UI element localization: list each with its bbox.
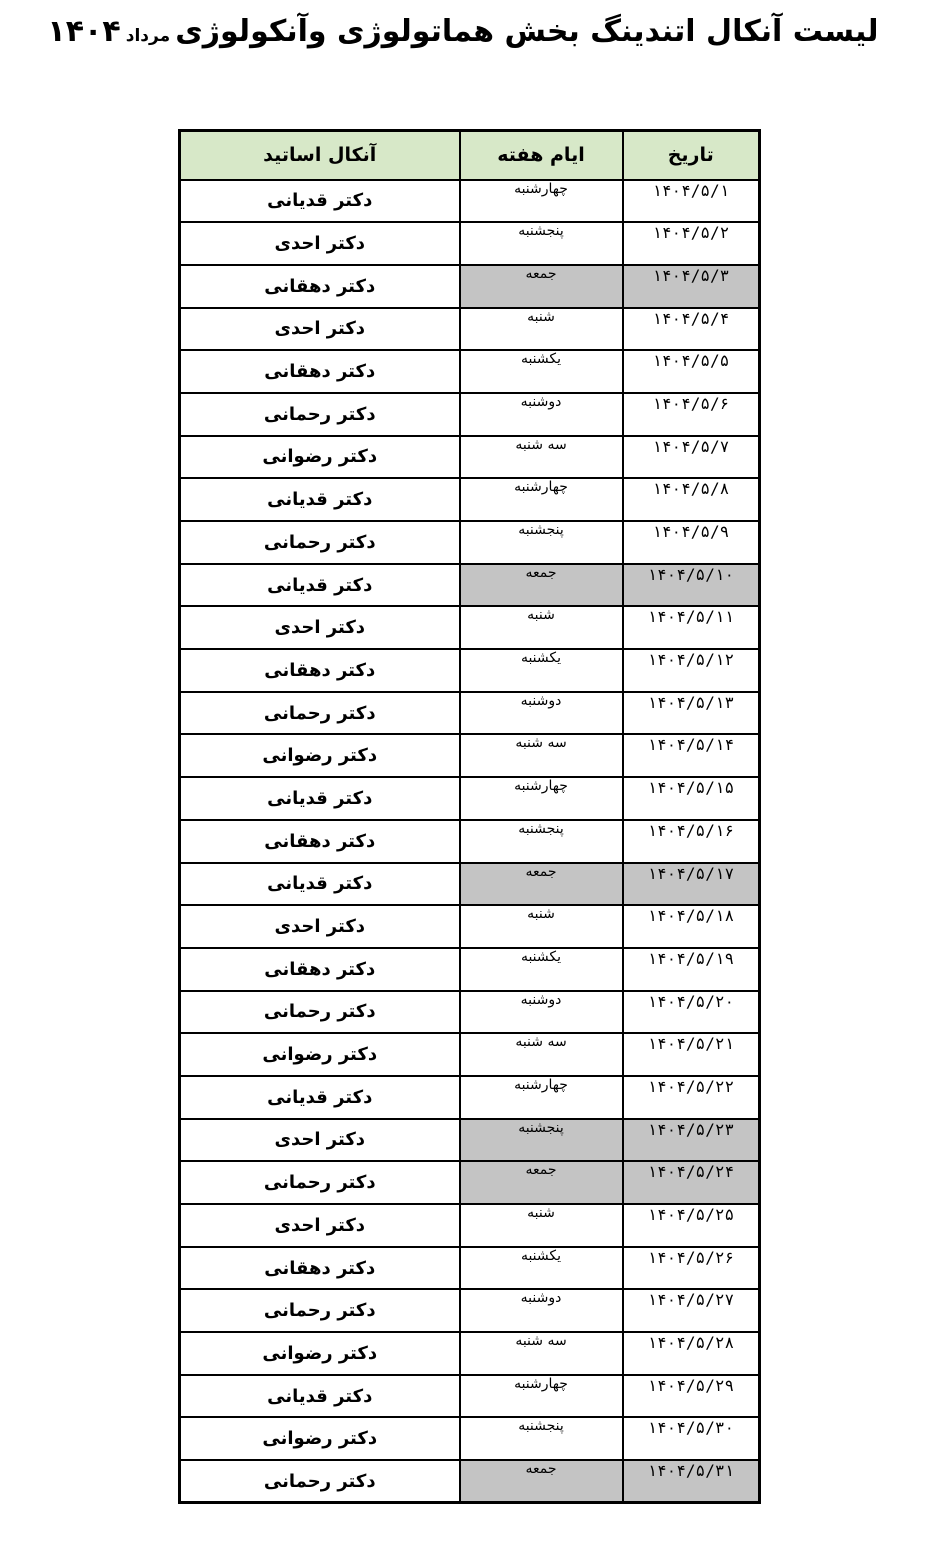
table-row [180, 436, 760, 479]
table-row [180, 692, 760, 735]
weekday-cell: شنبه [460, 606, 623, 649]
oncall-name-cell: دکتر دهقانی [180, 265, 460, 308]
oncall-name-cell: دکتر قدیانی [180, 564, 460, 607]
table-row [180, 948, 760, 991]
table-row [180, 863, 760, 906]
date-cell: ۱۴۰۴/۵/۲۲ [623, 1076, 760, 1119]
table-row [180, 734, 760, 777]
oncall-name-cell: دکتر رحمانی [180, 1289, 460, 1332]
oncall-name-cell: دکتر احدی [180, 905, 460, 948]
oncall-name-cell: دکتر رحمانی [180, 1161, 460, 1204]
table-row [180, 777, 760, 820]
table-row [180, 606, 760, 649]
weekday-cell: جمعه [460, 863, 623, 906]
table-row [180, 1161, 760, 1204]
table-row [180, 222, 760, 265]
weekday-cell: سه شنبه [460, 1033, 623, 1076]
table-row [180, 1289, 760, 1332]
oncall-name-cell: دکتر رضوانی [180, 1332, 460, 1375]
oncall-name-cell: دکتر دهقانی [180, 1247, 460, 1290]
date-cell: ۱۴۰۴/۵/۳ [623, 265, 760, 308]
weekday-cell: یکشنبه [460, 350, 623, 393]
title-year: ۱۴۰۴ [47, 14, 121, 49]
weekday-cell: چهارشنبه [460, 1076, 623, 1119]
header-day: ایام هفته [460, 131, 623, 180]
oncall-name-cell: دکتر قدیانی [180, 1375, 460, 1418]
table-row [180, 350, 760, 393]
oncall-name-cell: دکتر رحمانی [180, 991, 460, 1034]
table-row [180, 820, 760, 863]
date-cell: ۱۴۰۴/۵/۲۹ [623, 1375, 760, 1418]
oncall-name-cell: دکتر دهقانی [180, 948, 460, 991]
table-header [180, 131, 760, 180]
oncall-name-cell: دکتر رضوانی [180, 436, 460, 479]
weekday-cell: پنجشنبه [460, 820, 623, 863]
date-cell: ۱۴۰۴/۵/۲۶ [623, 1247, 760, 1290]
oncall-name-cell: دکتر قدیانی [180, 777, 460, 820]
date-cell: ۱۴۰۴/۵/۲۵ [623, 1204, 760, 1247]
table-row [180, 478, 760, 521]
date-cell: ۱۴۰۴/۵/۱۸ [623, 905, 760, 948]
table-row [180, 564, 760, 607]
date-cell: ۱۴۰۴/۵/۲ [623, 222, 760, 265]
oncall-name-cell: دکتر احدی [180, 606, 460, 649]
date-cell: ۱۴۰۴/۵/۲۰ [623, 991, 760, 1034]
weekday-cell: جمعه [460, 1460, 623, 1503]
oncall-name-cell: دکتر احدی [180, 1204, 460, 1247]
oncall-name-cell: دکتر رحمانی [180, 393, 460, 436]
date-cell: ۱۴۰۴/۵/۲۳ [623, 1119, 760, 1162]
table-row [180, 1332, 760, 1375]
date-cell: ۱۴۰۴/۵/۲۴ [623, 1161, 760, 1204]
weekday-cell: دوشنبه [460, 393, 623, 436]
table-row [180, 180, 760, 223]
weekday-cell: دوشنبه [460, 692, 623, 735]
weekday-cell: پنجشنبه [460, 521, 623, 564]
table-row [180, 1417, 760, 1460]
weekday-cell: شنبه [460, 308, 623, 351]
oncall-name-cell: دکتر رحمانی [180, 692, 460, 735]
date-cell: ۱۴۰۴/۵/۱۱ [623, 606, 760, 649]
oncall-name-cell: دکتر دهقانی [180, 350, 460, 393]
weekday-cell: پنجشنبه [460, 1417, 623, 1460]
table-row [180, 1076, 760, 1119]
title-main: لیست آنکال اتندینگ بخش هماتولوژی وآنکولوژی [175, 14, 879, 49]
table-row [180, 1033, 760, 1076]
table-row [180, 1460, 760, 1503]
oncall-name-cell: دکتر قدیانی [180, 1076, 460, 1119]
table-row [180, 905, 760, 948]
oncall-name-cell: دکتر قدیانی [180, 478, 460, 521]
date-cell: ۱۴۰۴/۵/۸ [623, 478, 760, 521]
oncall-name-cell: دکتر دهقانی [180, 820, 460, 863]
date-cell: ۱۴۰۴/۵/۶ [623, 393, 760, 436]
table-row [180, 1204, 760, 1247]
oncall-name-cell: دکتر رضوانی [180, 1417, 460, 1460]
table-row [180, 991, 760, 1034]
date-cell: ۱۴۰۴/۵/۳۱ [623, 1460, 760, 1503]
weekday-cell: جمعه [460, 1161, 623, 1204]
oncall-name-cell: دکتر رحمانی [180, 1460, 460, 1503]
weekday-cell: سه شنبه [460, 734, 623, 777]
table-row [180, 1119, 760, 1162]
table-row [180, 521, 760, 564]
oncall-name-cell: دکتر قدیانی [180, 180, 460, 223]
table-row [180, 308, 760, 351]
oncall-name-cell: دکتر احدی [180, 1119, 460, 1162]
weekday-cell: یکشنبه [460, 1247, 623, 1290]
weekday-cell: شنبه [460, 905, 623, 948]
oncall-name-cell: دکتر احدی [180, 222, 460, 265]
table-row [180, 393, 760, 436]
header-name: آنکال اساتید [180, 131, 460, 180]
date-cell: ۱۴۰۴/۵/۱ [623, 180, 760, 223]
oncall-name-cell: دکتر قدیانی [180, 863, 460, 906]
date-cell: ۱۴۰۴/۵/۱۶ [623, 820, 760, 863]
date-cell: ۱۴۰۴/۵/۴ [623, 308, 760, 351]
table-row [180, 1375, 760, 1418]
date-cell: ۱۴۰۴/۵/۲۷ [623, 1289, 760, 1332]
table-row [180, 265, 760, 308]
date-cell: ۱۴۰۴/۵/۱۲ [623, 649, 760, 692]
date-cell: ۱۴۰۴/۵/۷ [623, 436, 760, 479]
weekday-cell: جمعه [460, 564, 623, 607]
weekday-cell: دوشنبه [460, 1289, 623, 1332]
date-cell: ۱۴۰۴/۵/۲۱ [623, 1033, 760, 1076]
date-cell: ۱۴۰۴/۵/۳۰ [623, 1417, 760, 1460]
weekday-cell: پنجشنبه [460, 222, 623, 265]
oncall-name-cell: دکتر رضوانی [180, 1033, 460, 1076]
weekday-cell: چهارشنبه [460, 777, 623, 820]
header-date: تاریخ [623, 131, 760, 180]
date-cell: ۱۴۰۴/۵/۱۳ [623, 692, 760, 735]
weekday-cell: سه شنبه [460, 436, 623, 479]
oncall-name-cell: دکتر احدی [180, 308, 460, 351]
header-row [180, 131, 760, 180]
document-title [0, 14, 926, 49]
weekday-cell: شنبه [460, 1204, 623, 1247]
date-cell: ۱۴۰۴/۵/۹ [623, 521, 760, 564]
weekday-cell: دوشنبه [460, 991, 623, 1034]
oncall-name-cell: دکتر رحمانی [180, 521, 460, 564]
date-cell: ۱۴۰۴/۵/۱۷ [623, 863, 760, 906]
title-month: مرداد [125, 26, 171, 46]
table-row [180, 1247, 760, 1290]
date-cell: ۱۴۰۴/۵/۵ [623, 350, 760, 393]
oncall-roster-table [178, 129, 761, 1504]
weekday-cell: یکشنبه [460, 948, 623, 991]
weekday-cell: پنجشنبه [460, 1119, 623, 1162]
weekday-cell: سه شنبه [460, 1332, 623, 1375]
date-cell: ۱۴۰۴/۵/۱۵ [623, 777, 760, 820]
weekday-cell: یکشنبه [460, 649, 623, 692]
date-cell: ۱۴۰۴/۵/۱۹ [623, 948, 760, 991]
weekday-cell: جمعه [460, 265, 623, 308]
date-cell: ۱۴۰۴/۵/۲۸ [623, 1332, 760, 1375]
table-row [180, 649, 760, 692]
table-body [180, 180, 760, 1503]
weekday-cell: چهارشنبه [460, 1375, 623, 1418]
oncall-name-cell: دکتر دهقانی [180, 649, 460, 692]
weekday-cell: چهارشنبه [460, 180, 623, 223]
date-cell: ۱۴۰۴/۵/۱۰ [623, 564, 760, 607]
oncall-name-cell: دکتر رضوانی [180, 734, 460, 777]
date-cell: ۱۴۰۴/۵/۱۴ [623, 734, 760, 777]
weekday-cell: چهارشنبه [460, 478, 623, 521]
